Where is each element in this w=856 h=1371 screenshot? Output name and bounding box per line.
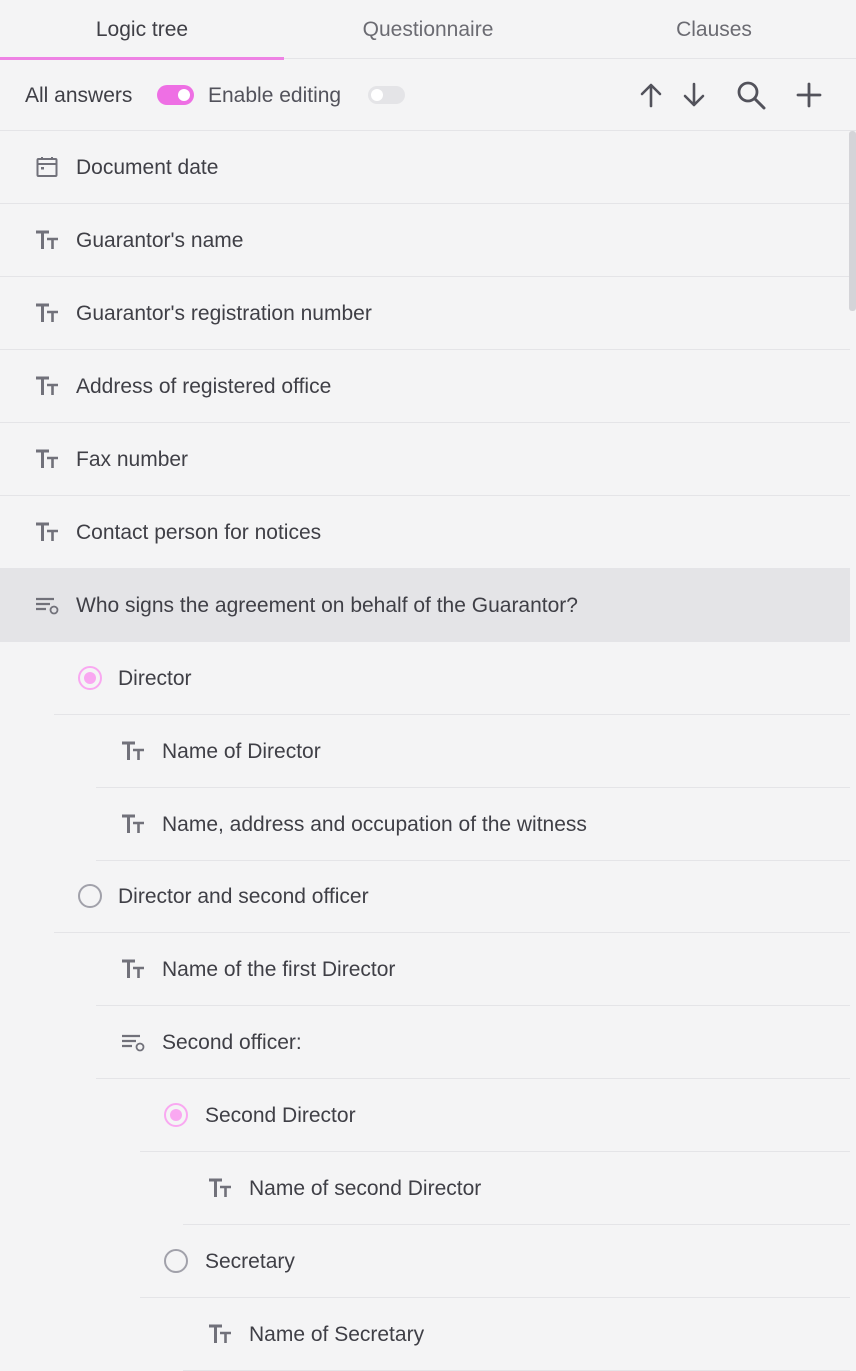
tree-item-fax-number[interactable] xyxy=(0,423,850,496)
tab-label: Questionnaire xyxy=(362,18,494,41)
toggle-knob xyxy=(371,89,383,101)
tab-label: Clauses xyxy=(676,18,752,41)
tree-item-label: Second officer: xyxy=(162,1031,302,1054)
tree-item-label: Director and second officer xyxy=(118,885,369,908)
tree-item-label: Guarantor's registration number xyxy=(76,302,372,325)
text-icon xyxy=(35,301,59,325)
text-icon xyxy=(208,1322,232,1346)
scrollbar-thumb[interactable] xyxy=(849,131,856,311)
tree-item-label: Contact person for notices xyxy=(76,521,322,544)
enable-editing-label: Enable editing xyxy=(208,84,342,107)
text-icon xyxy=(121,739,145,763)
calendar-icon xyxy=(35,155,59,179)
arrow-up-icon xyxy=(635,79,667,111)
tree-item-name-of-secretary[interactable] xyxy=(183,1298,850,1371)
tab-clauses[interactable] xyxy=(572,0,856,59)
toolbar xyxy=(0,59,856,131)
tree-item-who-signs[interactable] xyxy=(0,569,850,642)
tree-item-first-director[interactable] xyxy=(96,933,850,1006)
radio-icon xyxy=(164,1249,188,1273)
move-up-button[interactable] xyxy=(633,77,669,113)
tree-item-name-of-second-director[interactable] xyxy=(183,1152,850,1225)
enable-editing-toggle[interactable] xyxy=(368,86,405,104)
tree-option-secretary[interactable] xyxy=(140,1225,850,1298)
all-answers-label: All answers xyxy=(25,84,133,107)
text-icon xyxy=(208,1176,232,1200)
text-icon xyxy=(35,228,59,252)
move-down-button[interactable] xyxy=(676,77,712,113)
text-icon xyxy=(121,957,145,981)
tree-option-second-director[interactable] xyxy=(140,1079,850,1152)
tree-item-guarantor-name[interactable] xyxy=(0,204,850,277)
tree-item-guarantor-registration[interactable] xyxy=(0,277,850,350)
all-answers-toggle[interactable] xyxy=(157,85,194,105)
tree-item-label: Fax number xyxy=(76,448,189,471)
tree-item-label: Document date xyxy=(76,156,219,179)
text-icon xyxy=(35,447,59,471)
tree-option-director-and-second-officer[interactable] xyxy=(54,860,850,933)
search-button[interactable] xyxy=(733,77,769,113)
tree-item-label: Name of second Director xyxy=(249,1177,482,1200)
logic-tree-list xyxy=(0,131,850,1346)
tree-item-label: Who signs the agreement on behalf of the Guarantor? xyxy=(76,594,578,617)
scrollbar[interactable] xyxy=(849,131,856,1330)
tree-item-label: Address of registered office xyxy=(76,375,332,398)
tree-item-contact-person[interactable] xyxy=(0,496,850,569)
plus-icon xyxy=(793,79,825,111)
tree-item-label: Name, address and occupation of the witness xyxy=(162,813,587,836)
arrow-down-icon xyxy=(678,79,710,111)
tree-item-label: Name of Secretary xyxy=(249,1323,425,1346)
tree-item-label: Guarantor's name xyxy=(76,229,244,252)
tree-item-label: Name of Director xyxy=(162,740,321,763)
toggle-knob xyxy=(178,89,190,101)
search-icon xyxy=(735,79,767,111)
tree-item-label: Director xyxy=(118,667,192,690)
tree-item-second-officer[interactable] xyxy=(96,1006,850,1079)
tree-item-label: Secretary xyxy=(205,1250,295,1273)
choice-icon xyxy=(121,1030,145,1054)
tree-item-witness[interactable] xyxy=(96,788,850,861)
tree-item-registered-office[interactable] xyxy=(0,350,850,423)
tree-item-label: Name of the first Director xyxy=(162,958,396,981)
text-icon xyxy=(35,374,59,398)
add-button[interactable] xyxy=(791,77,827,113)
text-icon xyxy=(121,812,145,836)
tree-item-document-date[interactable] xyxy=(0,131,850,204)
tree-item-name-of-director[interactable] xyxy=(96,715,850,788)
text-icon xyxy=(35,520,59,544)
tree-option-director[interactable] xyxy=(54,642,850,715)
choice-icon xyxy=(35,593,59,617)
tab-bar xyxy=(0,0,856,59)
tree-item-label: Second Director xyxy=(205,1104,356,1127)
radio-selected-icon xyxy=(78,666,102,690)
tab-label: Logic tree xyxy=(95,18,189,41)
radio-selected-icon xyxy=(164,1103,188,1127)
tab-logic-tree[interactable] xyxy=(0,0,284,59)
radio-icon xyxy=(78,884,102,908)
tab-questionnaire[interactable] xyxy=(286,0,570,59)
